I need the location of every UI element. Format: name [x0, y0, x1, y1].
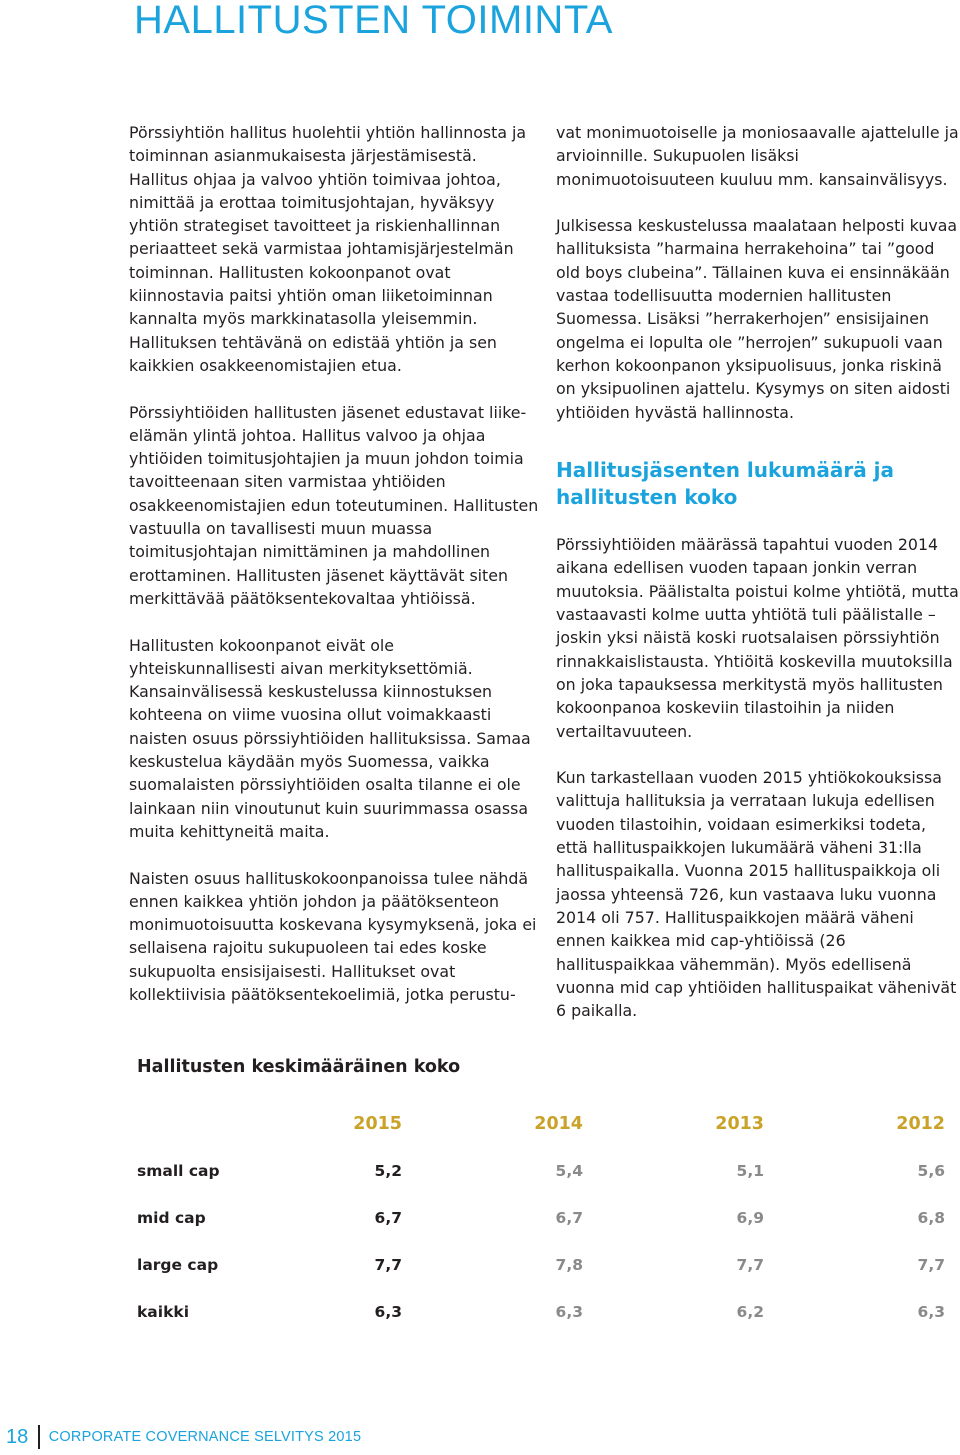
cell-value: 7,7 [917, 1255, 945, 1274]
table-row [137, 1147, 945, 1194]
cell-value: 6,8 [917, 1208, 945, 1227]
cell-value: 6,7 [374, 1208, 402, 1227]
cell-value: 6,2 [736, 1302, 764, 1321]
table-row [137, 1194, 945, 1241]
table-header-row [137, 1100, 945, 1147]
footer-text: CORPORATE COVERNANCE SELVITYS 2015 [48, 1429, 362, 1445]
row-label: kaikki [137, 1302, 190, 1321]
table-title: Hallitusten keskimääräinen koko [137, 1057, 461, 1077]
cell-value: 7,7 [374, 1255, 402, 1274]
year-header: 2014 [534, 1113, 583, 1134]
year-header: 2013 [715, 1113, 764, 1134]
paragraph: Kun tarkastellaan vuoden 2015 yhtiökokouksissa valittuja hallituksia ja verrataan lukuja edellisen vuoden tilastoihin, voidaan esimerkiksi todeta, että hallituspaikkojen lukumäärä väheni 31:lla hallituspaikalla. Vuonna 2015 hallituspaikkoja oli jaossa yhteensä 726, kun vastaava luku vuonna 2014 oli 757. Hallituspaikkojen määrä väheni ennen kaikkea mid cap-yhtiöissä (26 hallituspaikkaa vähemmän). Myös edellisenä vuonna mid cap yhtiöiden hallituspaikat vähenivät 6 paikalla. [556, 768, 957, 1021]
cell-value: 5,4 [555, 1161, 583, 1180]
board-size-table [137, 1100, 945, 1335]
year-header: 2012 [896, 1113, 945, 1134]
row-label-header [137, 1100, 307, 1147]
year-header: 2015 [353, 1113, 402, 1134]
cell-value: 6,3 [555, 1302, 583, 1321]
cell-value: 5,6 [917, 1161, 945, 1180]
page-footer [6, 1422, 361, 1452]
paragraph: Naisten osuus hallituskokoonpanoissa tulee nähdä ennen kaikkea yhtiön johdon ja päätöksenteon monimuotoisuutta koskevana kysymyksenä, joka ei sellaisena rajoitu sukupuoleen tai edes koske sukupuolta ensisijaisesti. Hallitukset ovat kollektiivisia päätöksentekoelimiä, jotka perustu- [129, 868, 537, 1004]
row-label: large cap [137, 1255, 219, 1274]
cell-value: 7,8 [555, 1255, 583, 1274]
left-text-column [129, 121, 539, 1030]
paragraph: Pörssiyhtiöiden hallitusten jäsenet edustavat liike-elämän ylintä johtoa. Hallitus valvoo ja ohjaa yhtiöiden toimitusjohtajien ja muun johdon toimia tavoitteenaan siten varmistaa yhtiöiden osakkeenomistajien edun toteutuminen. Hallitusten vastuulla on tavallisesti muun muassa toimitusjohtajan nimittäminen ja mahdollinen erottaminen. Hallitusten jäsenet käyttävät siten merkittävää päätöksentekovaltaa yhtiöissä. [129, 402, 539, 608]
row-label: mid cap [137, 1208, 206, 1227]
page-title: HALLITUSTEN TOIMINTA [134, 0, 613, 42]
paragraph: Pörssiyhtiön hallitus huolehtii yhtiön hallinnosta ja toiminnan asianmukaisesta järjestämisestä. Hallitus ohjaa ja valvoo yhtiön toimivaa johtoa, nimittää ja erottaa toimitusjohtajan, hyväksyy yhtiön strategiset tavoitteet ja riskienhallinnan periaatteet sekä varmistaa johtamisjärjestelmän toiminnan. Hallitusten kokoonpanot ovat kiinnostavia paitsi yhtiön oman liiketoiminnan kannalta myös markkinatasolla yleisemmin. Hallituksen tehtävänä on edistää yhtiön ja sen kaikkien osakkeenomistajien etua. [129, 123, 527, 375]
paragraph: vat monimuotoiselle ja moniosaavalle ajattelulle ja arvioinnille. Sukupuolen lisäksi monimuotoisuuteen kuuluu mm. kansainvälisyys. [556, 123, 959, 189]
cell-value: 6,3 [374, 1302, 402, 1321]
paragraph: Julkisessa keskustelussa maalataan helposti kuvaa hallituksista ”harmaina herrakehoina” tai ”good old boys clubeina”. Tällainen kuva ei ensinnäkään vastaa todellisuutta modernien hallitusten Suomessa. Lisäksi ”herrakerhojen” ensisijainen ongelma ei lopulta ole ”herrojen” sukupuoli vaan kerhon kokoonpanon yksipuolisuus, jonka riskinä on yksipuolinen ajattelu. Kysymys on siten aidosti yhtiöiden hyvästä hallinnosta. [556, 216, 958, 422]
right-text-column [556, 121, 960, 1046]
cell-value: 6,9 [736, 1208, 764, 1227]
paragraph: Pörssiyhtiöiden määrässä tapahtui vuoden 2014 aikana edellisen vuoden tapaan jonkin verran muutoksia. Päälistalta poistui kolme yhtiötä, mutta vastaavasti kolme uutta yhtiötä tuli päälistalle – joskin yksi näistä koski ruotsalaisen pörssiyhtiön rinnakkaislistausta. Yhtiöitä koskevilla muutoksilla on joka tapauksessa merkitystä myös hallitusten kokoonpanoa koskeviin tilastoihin ja niiden vertailtavuuteen. [556, 535, 959, 741]
paragraph: Hallitusten kokoonpanot eivät ole yhteiskunnallisesti aivan merkityksettömiä. Kansainvälisessä keskustelussa kiinnostuksen kohteena on viime vuosina ollut voimakkaasti naisten osuus pörssiyhtiöiden hallituksissa. Samaa keskustelua käydään myös Suomessa, vaikka suomalaisten pörssiyhtiöiden osalta tilanne ei ole lainkaan niin vinoutunut kuin suurimmassa osassa muita kehittyneitä maita. [129, 635, 531, 841]
table-row [137, 1288, 945, 1335]
section-heading: Hallitusjäsenten lukumäärä ja hallitusten koko [556, 458, 895, 510]
row-label: small cap [137, 1161, 220, 1180]
cell-value: 5,2 [374, 1161, 402, 1180]
cell-value: 5,1 [736, 1161, 764, 1180]
cell-value: 6,3 [917, 1302, 945, 1321]
footer-divider [38, 1425, 40, 1449]
table-row [137, 1241, 945, 1288]
cell-value: 6,7 [555, 1208, 583, 1227]
cell-value: 7,7 [736, 1255, 764, 1274]
page-number: 18 [6, 1425, 29, 1448]
